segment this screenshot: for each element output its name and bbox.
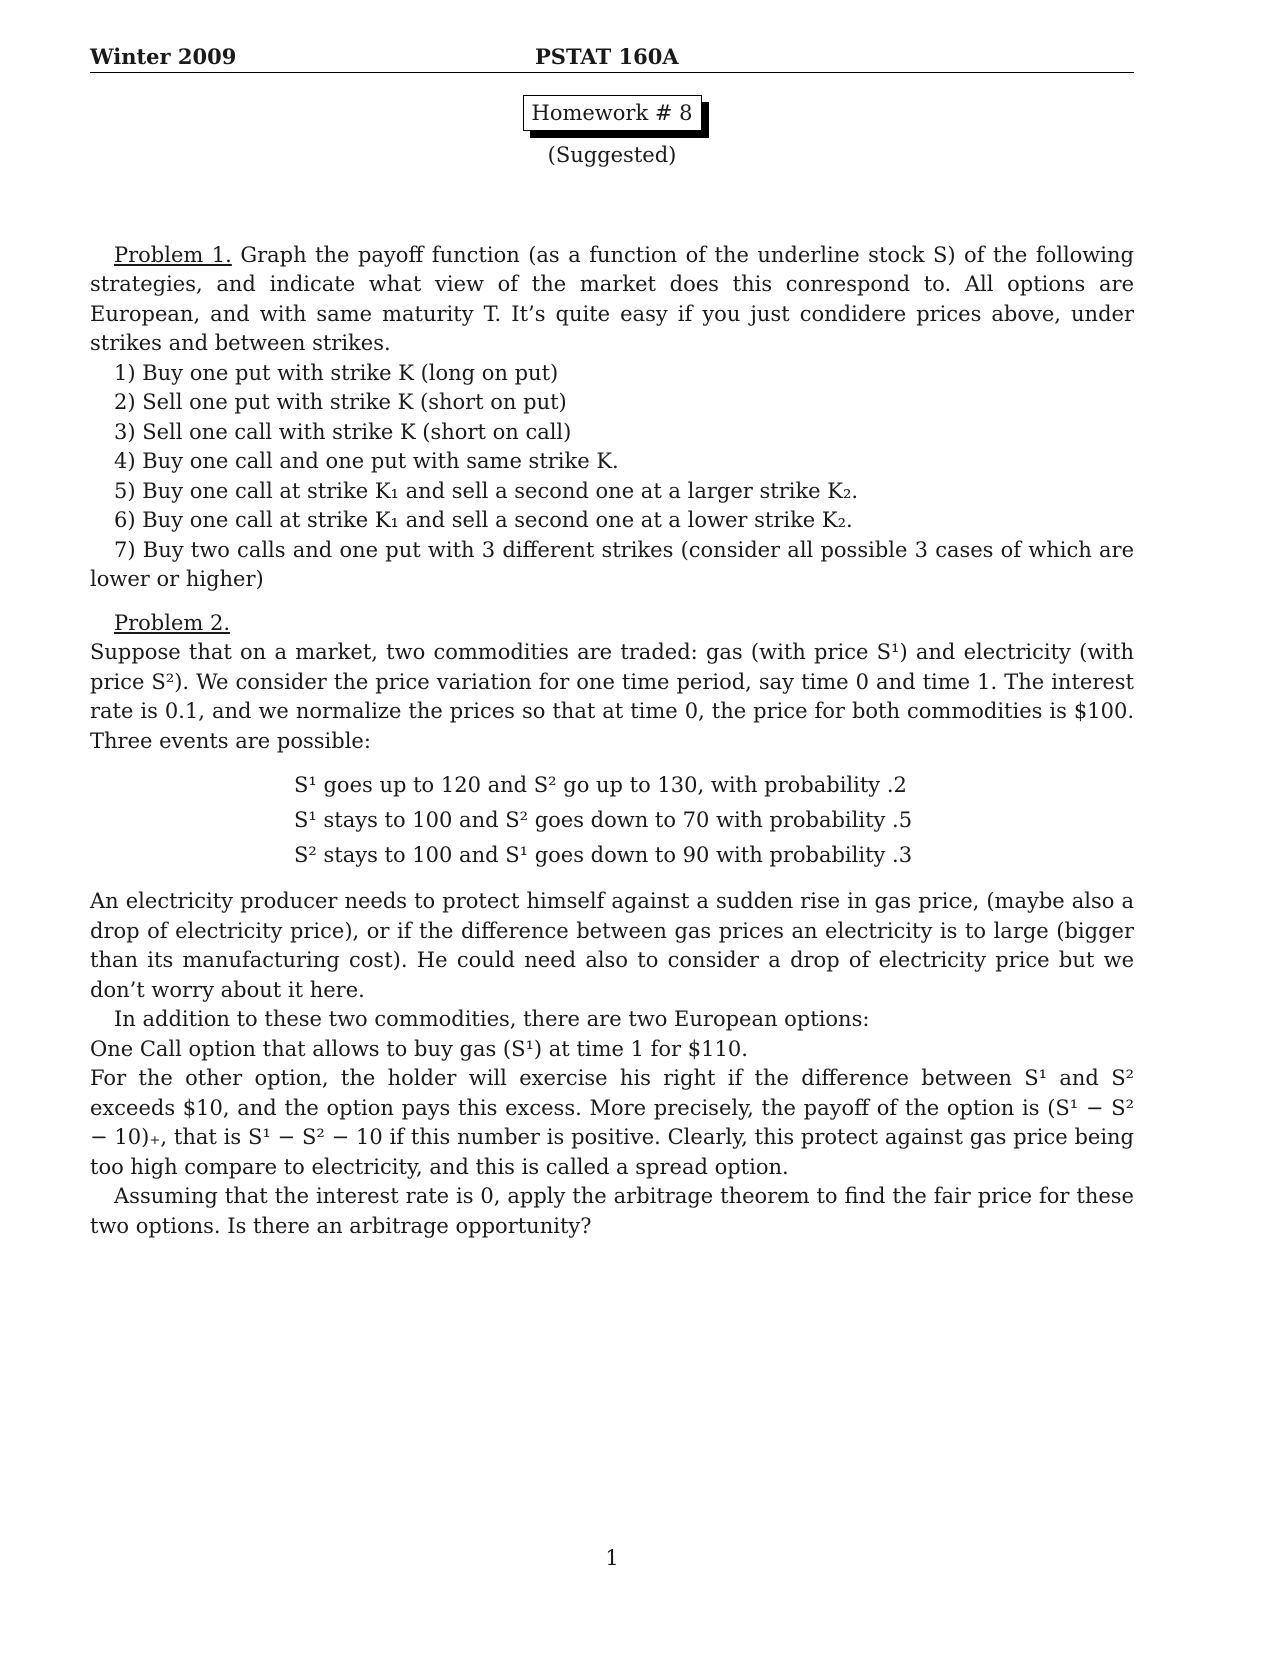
list-item: 1) Buy one put with strike K (long on put) bbox=[114, 360, 559, 385]
list-item: 7) Buy two calls and one put with 3 different strikes (consider all possible 3 cases of which are lower or higher) bbox=[90, 537, 1134, 591]
homework-title: Homework # 8 bbox=[523, 95, 702, 131]
event-item: S¹ stays to 100 and S² goes down to 70 with probability .5 bbox=[294, 808, 913, 832]
page-number: 1 bbox=[605, 1546, 619, 1570]
title-block bbox=[90, 95, 1134, 131]
problem-2-para-3: One Call option that allows to buy gas (S¹) at time 1 for $110. bbox=[90, 1036, 748, 1061]
problem-2-para-5: Assuming that the interest rate is 0, apply the arbitrage theorem to find the fair price for these two options. Is there an arbitrage opportunity? bbox=[90, 1184, 1134, 1238]
problem-2-label-line bbox=[90, 609, 1134, 639]
homework-subtitle: (Suggested) bbox=[547, 143, 677, 167]
event-list bbox=[294, 768, 1134, 873]
problem-1 bbox=[90, 241, 1134, 595]
list-item: 4) Buy one call and one put with same strike K. bbox=[114, 449, 619, 473]
event-item: S² stays to 100 and S¹ goes down to 90 with probability .3 bbox=[294, 843, 913, 867]
problem-2-intro: Suppose that on a market, two commodities are traded: gas (with price S¹) and electricity (with price S²). We consider the price variation for one time period, say time 0 and time 1. The interest rate is 0.1, and we normalize the prices so that at time 0, the price for both commodities is $100. Three events are possible: bbox=[90, 640, 1134, 753]
list-item: 6) Buy one call at strike K₁ and sell a second one at a lower strike K₂. bbox=[114, 508, 853, 532]
problem-2-para-1: An electricity producer needs to protect himself against a sudden rise in gas price, (maybe also a drop of electricity price), or if the difference between gas prices an electricity is to large (bigger than its manufacturing cost). He could need also to consider a drop of electricity price but we don’t worry about it here. bbox=[90, 889, 1134, 1002]
problem-2-para-4: For the other option, the holder will exercise his right if the difference between S¹ and S² exceeds $10, and the option pays this excess. More precisely, the payoff of the option is (S¹ − S² − 10)₊, that is S¹ − S² − 10 if this number is positive. Clearly, this protect against gas price being too high compare to electricity, and this is called a spread option. bbox=[90, 1066, 1134, 1179]
course-label: PSTAT 160A bbox=[535, 44, 679, 69]
list-item: 3) Sell one call with strike K (short on call) bbox=[114, 419, 572, 444]
event-item: S¹ goes up to 120 and S² go up to 130, with probability .2 bbox=[294, 773, 907, 797]
problem-1-text: Graph the payoff function (as a function of the underline stock S) of the following strategies, and indicate what view of the market does this conrespond to. All options are European, and with same maturity T. It’s quite easy if you just condidere prices above, under strikes and between strikes. bbox=[90, 242, 1134, 355]
problem-2-label: Problem 2. bbox=[114, 610, 231, 635]
problem-1-label: Problem 1. bbox=[114, 242, 232, 267]
page-header bbox=[90, 40, 1134, 73]
problem-1-list bbox=[90, 359, 1134, 595]
problem-1-intro bbox=[90, 241, 1134, 359]
problem-2-para-2: In addition to these two commodities, there are two European options: bbox=[114, 1007, 870, 1031]
list-item: 2) Sell one put with strike K (short on put) bbox=[114, 390, 567, 414]
term-label: Winter 2009 bbox=[90, 44, 237, 69]
document-page bbox=[90, 40, 1134, 1620]
problem-2 bbox=[90, 609, 1134, 1242]
list-item: 5) Buy one call at strike K₁ and sell a second one at a larger strike K₂. bbox=[114, 478, 859, 503]
